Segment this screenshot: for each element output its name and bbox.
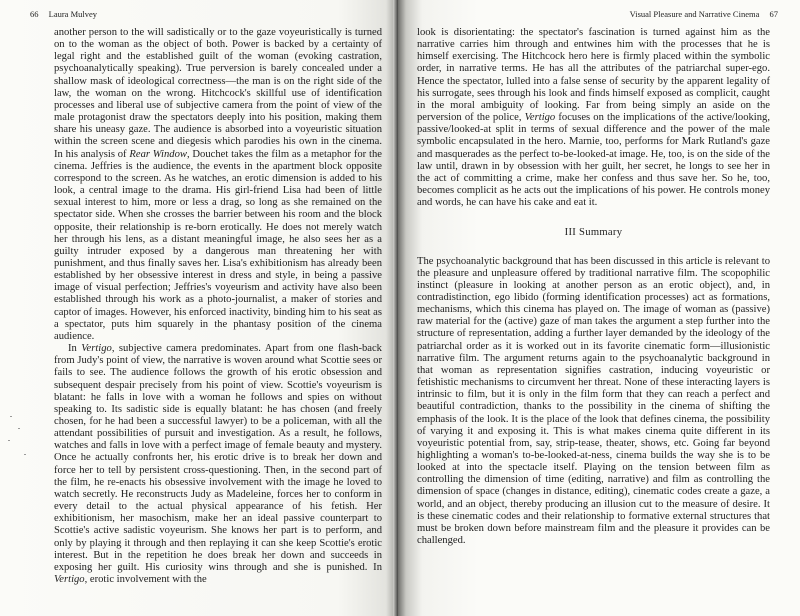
left-paragraph-1: [54, 27, 382, 343]
text-segment: focuses on the implications of the active/looking, passive/looked-at split in terms of sexual difference and the power of the male symbolic encapsulated in the hero. Marnie, too, performs for Mark Rutland's gaze and masquerades as the perfect to-be-looked-at image. He, too, is on the side of the law until, drawn in by obsession with her guilt, her secret, he longs to see her in the act of committing a crime, make her confess and thus save her. So he, too, becomes complicit as he acts out the implications of his power. He controls money and words, he can have his cake and eat it.: [417, 112, 770, 209]
film-title: Rear Window: [129, 148, 187, 160]
right-page-number: 67: [769, 9, 778, 19]
film-title: Vertigo: [524, 112, 556, 124]
text-segment: , erotic involvement with the: [84, 574, 207, 586]
scan-specks: [6, 410, 36, 470]
right-body-text: [417, 27, 770, 547]
right-paragraph-1: [417, 27, 770, 209]
text-segment: , Douchet takes the film as a metaphor for the cinema. Jeffries is the audience, the events in the apartment block opposite correspond to the screen. As he watches, an erotic dimension is added to his look, a central image to the drama. His girl-friend Lisa had been of little sexual interest to him, more or less a drag, so long as she remained on the spectator side. When she crosses the barrier between his room and the block opposite, their relationship is re-born erotically. He does not merely watch her through his lens, as a distant meaningful image, he also sees her as a guilty intruder exposed by a dangerous man threatening her with punishment, and thus finally saves her. Lisa's exhibitionism has already been established by her obsessive interest in dress and style, in being a passive image of visual perfection; Jeffries's voyeurism and activity have also been established through his work as a photo-journalist, a maker of stories and captor of images. However, his enforced inactivity, binding him to his seat as a spectator, puts him squarely in the phantasy position of the cinema audience.: [54, 148, 382, 342]
right-running-title: Visual Pleasure and Narrative Cinema: [629, 9, 760, 19]
film-title: Vertigo: [81, 343, 112, 355]
left-page-number: 66: [30, 9, 39, 19]
text-segment: look is disorientating: the spectator's fascination is turned against him as the narrative carries him through and entwines him with the processes that he is himself exercising. The Hitchcock hero here is firmly placed within the symbolic order, in narrative terms. He has all the attributes of the patriarchal super-ego. Hence the spectator, lulled into a false sense of security by the apparent legality of his surrogate, sees through his look and finds himself exposed as complicit, caught in the moral ambiguity of looking. Far from being simply an aside on the perversion of the police,: [417, 27, 770, 124]
left-page: [0, 0, 398, 616]
right-page: [398, 0, 800, 616]
text-segment: another person to the will sadistically or to the gaze voyeuristically is turned on to the woman as the object of both. Power is backed by a certainty of legal right and the established guilt of the woman (evoking castration, psychoanalytically speaking). True perversion is barely concealed under a shallow mask of ideological correctness—the man is on the right side of the law, the woman on the wrong. Hitchcock's skillful use of identification processes and liberal use of subjective camera from the point of view of the male protagonist draw the spectators deeply into his position, making them share his uneasy gaze. The audience is absorbed into a voyeuristic situation within the screen scene and diegesis which parodies his own in the cinema. In his analysis of: [54, 27, 382, 160]
left-paragraph-2: [54, 343, 382, 586]
left-body-text: [54, 27, 382, 586]
left-running-title: Laura Mulvey: [48, 9, 98, 19]
left-running-head: [30, 9, 97, 19]
section-heading: III Summary: [564, 227, 623, 239]
summary-paragraph: [417, 256, 770, 548]
film-title: Vertigo: [54, 574, 85, 586]
right-running-head: [630, 9, 778, 19]
text-segment: The psychoanalytic background that has been discussed in this article is relevant to the pleasure and unpleasure offered by traditional narrative film. The scopophilic instinct (pleasure in looking at another person as an erotic object), and, in contradistinction, ego libido (forming identification processes) act as formations, mechanisms, which this cinema has played on. The image of woman as (passive) raw material for the (active) gaze of man takes the argument a step further into the structure of representation, adding a further layer demanded by the ideology of the patriarchal order as it is worked out in its favorite cinematic form—illusionistic narrative film. The argument returns again to the psychoanalytic background in that woman as representation signifies castration, inducing voyeuristic or fetishistic mechanisms to circumvent her threat. None of these interacting layers is intrinsic to film, but it is only in the film form that they can reach a perfect and beautiful contradiction, thanks to the possibility in the cinema of shifting the emphasis of the look. It is the place of the look that defines cinema, the possibility of varying it and exposing it. This is what makes cinema quite different in its voyeuristic potential from, say, strip-tease, theater, shows, etc. Going far beyond highlighting a woman's to-be-looked-at-ness, cinema builds the way she is to be looked at into the spectacle itself. Playing on the tension between film as controlling the dimension of time (editing, narrative) and film as controlling the dimension of space (changes in distance, editing), cinematic codes create a gaze, a world, and an object, thereby producing an illusion cut to the measure of desire. It is these cinematic codes and their relationship to formative external structures that must be broken down before mainstream film and the pleasure it provides can be challenged.: [417, 255, 770, 547]
text-segment: , subjective camera predominates. Apart from one flash-back from Judy's point of view, the narrative is woven around what Scottie sees or fails to see. The audience follows the growth of his erotic obsession and subsequent despair precisely from his point of view. Scottie's voyeurism is blatant: he falls in love with a woman he follows and spies on without speaking to. Its sadistic side is equally blatant: he has chosen (and freely chosen, for he had been a successful lawyer) to be a policeman, with all the attendant possibilities of pursuit and investigation. As a result, he follows, watches and falls in love with a perfect image of female beauty and mystery. Once he actually confronts her, his erotic drive is to break her down and force her to tell by persistent cross-questioning. Then, in the second part of the film, he re-enacts his obsessive involvement with the image he loved to watch secretly. He reconstructs Judy as Madeleine, forces her to conform in every detail to the actual physical appearance of his fetish. Her exhibitionism, her masochism, make her an ideal passive counterpart to Scottie's active sadistic voyeurism. She knows her part is to perform, and only by playing it through and then replaying it can she keep Scottie's erotic interest. But in the repetition he does break her down and succeeds in exposing her guilt. His curiosity wins through and she is punished. In: [54, 343, 382, 573]
text-segment: In: [68, 343, 82, 355]
